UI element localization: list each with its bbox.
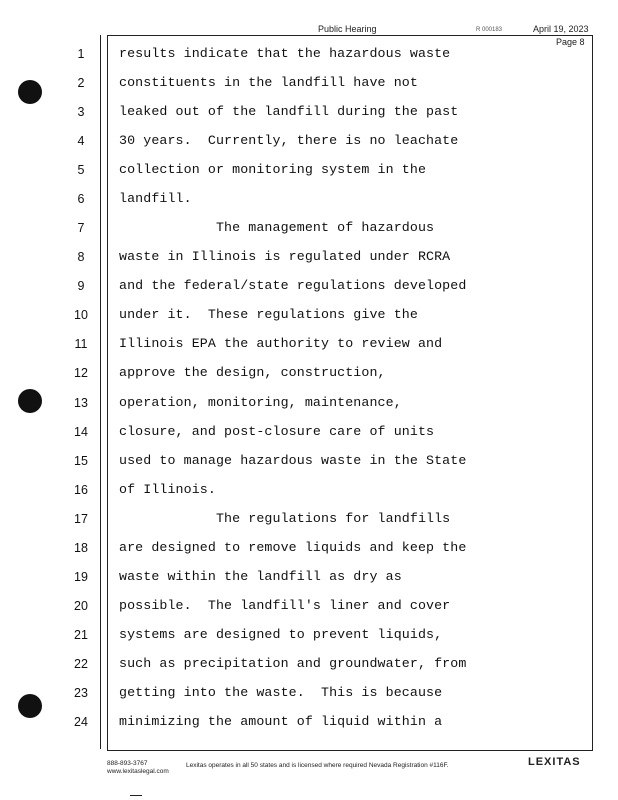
- transcript-line: leaked out of the landfill during the past: [119, 104, 459, 119]
- punch-hole-middle: [18, 389, 42, 413]
- line-number: 22: [74, 657, 88, 671]
- footer-website: www.lexitaslegal.com: [107, 768, 169, 775]
- line-number: 4: [77, 134, 85, 148]
- line-number: 2: [77, 76, 85, 90]
- transcript-line: waste within the landfill as dry as: [119, 569, 402, 584]
- lexitas-logo: LEXITAS: [528, 756, 581, 768]
- transcript-line: such as precipitation and groundwater, from: [119, 656, 467, 671]
- hearing-date: April 19, 2023: [533, 24, 589, 34]
- transcript-line: collection or monitoring system in the: [119, 162, 427, 177]
- transcript-line: systems are designed to prevent liquids,: [119, 627, 443, 642]
- transcript-line: and the federal/state regulations developed: [119, 278, 467, 293]
- transcript-line: landfill.: [119, 191, 192, 206]
- line-number: 8: [77, 250, 85, 264]
- line-number: 13: [74, 396, 88, 410]
- line-number: 20: [74, 599, 88, 613]
- transcript-line: 30 years. Currently, there is no leachate: [119, 133, 459, 148]
- punch-hole-top: [18, 80, 42, 104]
- line-number: 18: [74, 541, 88, 555]
- transcript-line: results indicate that the hazardous waste: [119, 46, 451, 61]
- line-number: 9: [77, 279, 85, 293]
- bates-number: R 000183: [476, 27, 503, 33]
- footer-notice: Lexitas operates in all 50 states and is licensed where required Nevada Registration #116F.: [186, 762, 449, 769]
- line-number: 24: [74, 715, 88, 729]
- transcript-line: getting into the waste. This is because: [119, 685, 443, 700]
- transcript-line: The management of hazardous: [119, 220, 435, 235]
- line-number: 3: [77, 105, 85, 119]
- transcript-line: The regulations for landfills: [119, 511, 451, 526]
- transcript-line: under it. These regulations give the: [119, 307, 418, 322]
- line-number: 1: [77, 47, 85, 61]
- page-number: Page 8: [556, 37, 585, 47]
- transcript-line: closure, and post-closure care of units: [119, 424, 435, 439]
- line-number: 15: [74, 454, 88, 468]
- line-number: 5: [77, 163, 85, 177]
- line-number: 7: [77, 221, 85, 235]
- transcript-line: operation, monitoring, maintenance,: [119, 395, 402, 410]
- line-number: 10: [74, 308, 88, 322]
- line-number: 17: [74, 512, 88, 526]
- transcript-line: are designed to remove liquids and keep the: [119, 540, 467, 555]
- line-number: 19: [74, 570, 88, 584]
- line-number: 16: [74, 483, 88, 497]
- header-title: Public Hearing: [318, 24, 377, 34]
- transcript-line: waste in Illinois is regulated under RCRA: [119, 249, 451, 264]
- page-mark: [130, 795, 142, 796]
- punch-hole-bottom: [18, 694, 42, 718]
- transcript-line: Illinois EPA the authority to review and: [119, 336, 443, 351]
- transcript-line: minimizing the amount of liquid within a: [119, 714, 443, 729]
- transcript-line: used to manage hazardous waste in the State: [119, 453, 467, 468]
- line-number: 14: [74, 425, 88, 439]
- line-number: 6: [77, 192, 85, 206]
- footer-phone: 888-893-3767: [107, 760, 148, 767]
- transcript-line: possible. The landfill's liner and cover: [119, 598, 451, 613]
- line-number: 21: [74, 628, 88, 642]
- transcript-line: constituents in the landfill have not: [119, 75, 418, 90]
- line-number-rule: [100, 35, 101, 749]
- line-number: 11: [74, 337, 88, 351]
- line-number: 23: [74, 686, 88, 700]
- transcript-line: of Illinois.: [119, 482, 216, 497]
- line-number: 12: [74, 366, 88, 380]
- transcript-line: approve the design, construction,: [119, 365, 386, 380]
